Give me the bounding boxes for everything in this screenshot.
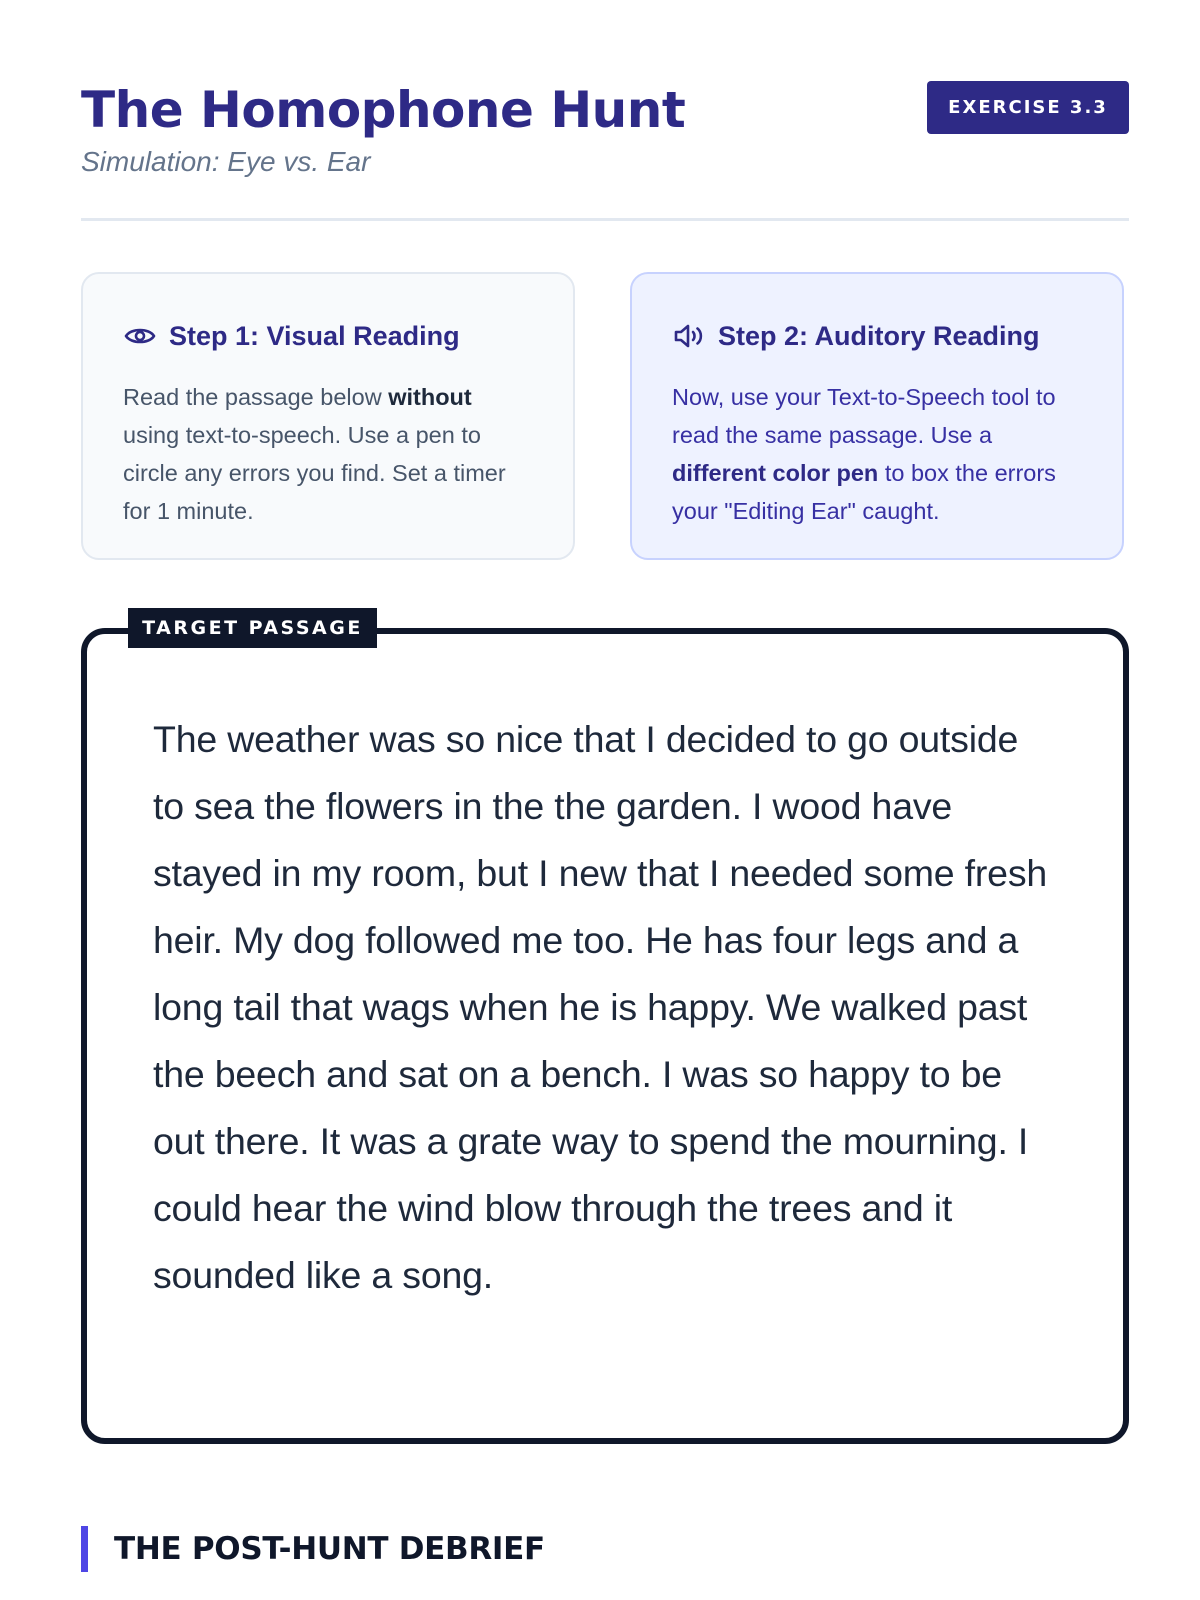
step-title: Step 1: Visual Reading (169, 320, 460, 351)
step-instructions (672, 378, 1082, 530)
eye-icon (123, 319, 157, 353)
exercise-badge: EXERCISE 3.3 (927, 81, 1129, 134)
step-card-auditory-reading (630, 272, 1124, 560)
step-text: Read the passage below (123, 384, 389, 410)
passage-label: TARGET PASSAGE (128, 608, 377, 648)
page-header (81, 78, 1129, 221)
speaker-icon (672, 319, 706, 353)
step-title: Step 2: Auditory Reading (718, 320, 1040, 351)
step-emphasis: different color pen (672, 460, 879, 486)
step-header (123, 314, 533, 358)
page-subtitle: Simulation: Eye vs. Ear (81, 146, 371, 177)
step-card-visual-reading (81, 272, 575, 560)
step-header (672, 314, 1082, 358)
step-text: using text-to-speech. Use a pen to circle any errors you find. Set a timer for 1 minute. (123, 422, 506, 524)
target-passage-box (81, 628, 1129, 1444)
page-title: The Homophone Hunt (81, 81, 686, 139)
passage-text: The weather was so nice that I decided to go outside to sea the flowers in the the garden. I wood have stayed in my room, but I new that I needed some fresh heir. My dog followed me too. He has four legs and a long tail that wags when he is happy. We walked past the beech and sat on a bench. I was so happy to be out there. It was a grate way to spend the mourning. I could hear the wind blow through the trees and it sounded like a song. (153, 718, 1048, 1296)
step-text: Now, use your Text-to-Speech tool to read the same passage. Use a (672, 384, 1056, 448)
step-instructions (123, 378, 533, 530)
step-emphasis: without (388, 384, 472, 410)
step-text: to box the errors your "Editing Ear" caught. (672, 460, 1056, 524)
debrief-section-title: THE POST-HUNT DEBRIEF (81, 1526, 545, 1572)
